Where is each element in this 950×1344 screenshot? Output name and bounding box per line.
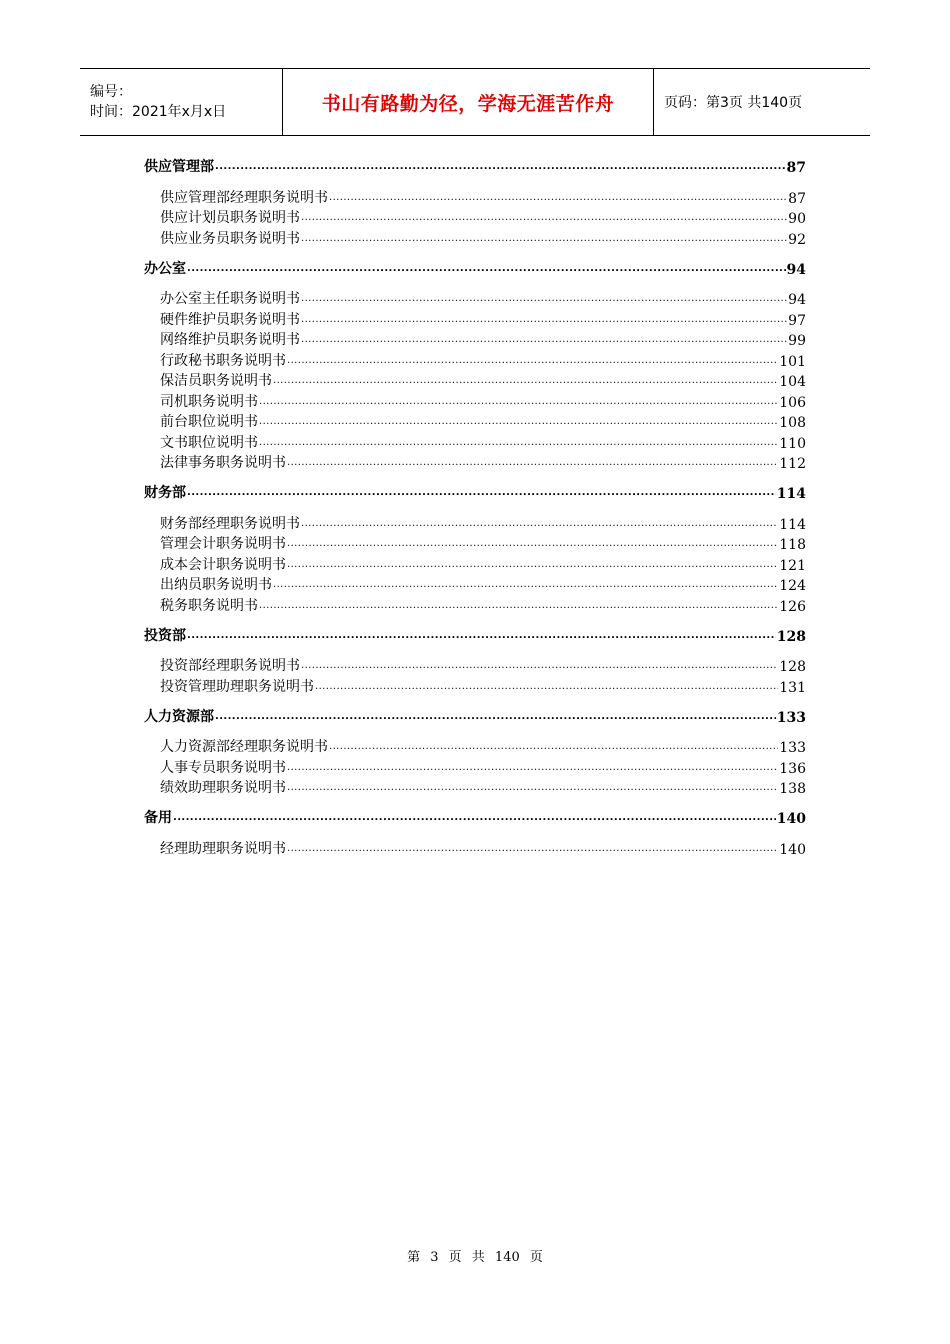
toc-item-entry[interactable] bbox=[144, 308, 806, 329]
toc-section-entry[interactable] bbox=[144, 625, 806, 645]
toc-item-title: 法律事务职务说明书 bbox=[160, 455, 286, 471]
toc-item-page: 99 bbox=[788, 333, 806, 349]
dot-leader bbox=[301, 660, 778, 672]
toc-item-title: 税务职务说明书 bbox=[160, 597, 258, 614]
toc-item-entry[interactable] bbox=[144, 227, 806, 248]
dot-leader bbox=[287, 355, 778, 367]
toc-item-title: 行政秘书职务说明书 bbox=[160, 352, 286, 369]
toc-section-entry[interactable] bbox=[144, 482, 806, 502]
toc-item-entry[interactable] bbox=[144, 452, 806, 473]
footer-page-number: 第 3 页 共 140 页 bbox=[407, 1250, 543, 1265]
header-page-info: 页码：第3页 共140页 bbox=[664, 95, 803, 111]
toc-item-page: 94 bbox=[788, 292, 806, 308]
toc-item-entry[interactable] bbox=[144, 736, 806, 757]
toc-section-entry[interactable] bbox=[144, 706, 806, 726]
toc-item-entry[interactable] bbox=[144, 675, 806, 696]
dot-leader bbox=[259, 416, 778, 428]
toc-item-title: 供应计划员职务说明书 bbox=[160, 210, 300, 226]
dot-leader bbox=[187, 630, 776, 642]
toc-item-page: 97 bbox=[788, 312, 806, 329]
toc-item-entry[interactable] bbox=[144, 390, 806, 411]
dot-leader bbox=[273, 579, 778, 591]
toc-item-entry[interactable] bbox=[144, 594, 806, 615]
toc-item-page: 106 bbox=[779, 394, 806, 411]
toc-item-page: 101 bbox=[779, 353, 806, 370]
toc-item-page: 140 bbox=[779, 841, 806, 858]
toc-item-page: 92 bbox=[788, 231, 806, 248]
dot-leader bbox=[215, 161, 786, 173]
toc-section-entry[interactable] bbox=[144, 156, 806, 176]
toc-item-entry[interactable] bbox=[144, 431, 806, 452]
toc-item-entry[interactable] bbox=[144, 512, 806, 533]
toc-item-page: 128 bbox=[779, 659, 806, 675]
toc-item-title: 绩效助理职务说明书 bbox=[160, 780, 286, 796]
toc-item-entry[interactable] bbox=[144, 533, 806, 554]
dot-leader bbox=[301, 293, 787, 305]
header-meta bbox=[80, 69, 282, 135]
toc-section-page: 133 bbox=[776, 709, 806, 726]
toc-item-page: 110 bbox=[779, 435, 806, 452]
toc-item-page: 104 bbox=[779, 374, 806, 390]
toc-item-page: 114 bbox=[779, 516, 806, 533]
toc-item-page: 112 bbox=[779, 456, 806, 472]
dot-leader bbox=[301, 314, 787, 326]
dot-leader bbox=[329, 741, 778, 753]
dot-leader bbox=[259, 396, 778, 408]
toc-item-page: 118 bbox=[779, 537, 806, 553]
dot-leader bbox=[173, 812, 776, 824]
dot-leader bbox=[287, 559, 778, 571]
toc-section-title: 人力资源部 bbox=[144, 708, 214, 725]
table-of-contents bbox=[144, 156, 806, 858]
dot-leader bbox=[301, 518, 778, 530]
toc-item-title: 文书职位说明书 bbox=[160, 434, 258, 451]
dot-leader bbox=[287, 538, 778, 550]
toc-item-page: 108 bbox=[779, 415, 806, 431]
header-motto-cell bbox=[282, 69, 654, 135]
dot-leader bbox=[187, 487, 776, 499]
toc-item-title: 硬件维护员职务说明书 bbox=[160, 311, 300, 328]
toc-section-entry[interactable] bbox=[144, 807, 806, 827]
toc-item-title: 保洁员职务说明书 bbox=[160, 373, 272, 389]
toc-item-page: 133 bbox=[779, 740, 806, 756]
document-number-label: 编号： bbox=[90, 84, 132, 100]
toc-section-title: 备用 bbox=[144, 810, 172, 826]
header-page-info-cell bbox=[654, 69, 870, 135]
toc-item-title: 投资部经理职务说明书 bbox=[160, 658, 300, 674]
toc-item-title: 财务部经理职务说明书 bbox=[160, 515, 300, 532]
toc-section-page: 94 bbox=[786, 261, 806, 278]
toc-item-entry[interactable] bbox=[144, 370, 806, 391]
toc-item-title: 出纳员职务说明书 bbox=[160, 577, 272, 593]
dot-leader bbox=[315, 681, 778, 693]
toc-section-title: 财务部 bbox=[144, 485, 186, 501]
dot-leader bbox=[287, 762, 778, 774]
toc-item-page: 138 bbox=[779, 781, 806, 797]
dot-leader bbox=[301, 334, 787, 346]
dot-leader bbox=[187, 263, 786, 275]
toc-item-entry[interactable] bbox=[144, 756, 806, 777]
dot-leader bbox=[329, 192, 787, 204]
page-header bbox=[80, 68, 870, 136]
toc-item-entry[interactable] bbox=[144, 207, 806, 228]
toc-item-title: 投资管理助理职务说明书 bbox=[160, 678, 314, 695]
toc-item-title: 办公室主任职务说明书 bbox=[160, 291, 300, 307]
page-footer bbox=[0, 1246, 950, 1265]
dot-leader bbox=[287, 457, 778, 469]
toc-item-title: 供应业务员职务说明书 bbox=[160, 230, 300, 247]
dot-leader bbox=[259, 437, 778, 449]
toc-item-title: 成本会计职务说明书 bbox=[160, 556, 286, 573]
toc-section-page: 128 bbox=[776, 628, 806, 645]
toc-item-title: 经理助理职务说明书 bbox=[160, 840, 286, 857]
toc-item-entry[interactable] bbox=[144, 655, 806, 676]
toc-item-page: 131 bbox=[779, 679, 806, 696]
toc-section-title: 办公室 bbox=[144, 260, 186, 277]
toc-item-entry[interactable] bbox=[144, 837, 806, 858]
toc-item-page: 126 bbox=[779, 598, 806, 615]
toc-item-title: 司机职务说明书 bbox=[160, 393, 258, 410]
toc-item-title: 前台职位说明书 bbox=[160, 414, 258, 430]
toc-item-page: 87 bbox=[788, 190, 806, 207]
dot-leader bbox=[259, 600, 778, 612]
toc-section-title: 供应管理部 bbox=[144, 159, 214, 175]
toc-item-entry[interactable] bbox=[144, 411, 806, 432]
dot-leader bbox=[215, 711, 776, 723]
dot-leader bbox=[273, 375, 778, 387]
dot-leader bbox=[301, 233, 787, 245]
toc-item-title: 人事专员职务说明书 bbox=[160, 759, 286, 776]
toc-item-entry[interactable] bbox=[144, 553, 806, 574]
dot-leader bbox=[287, 782, 778, 794]
toc-item-entry[interactable] bbox=[144, 329, 806, 350]
toc-item-title: 供应管理部经理职务说明书 bbox=[160, 189, 328, 206]
dot-leader bbox=[287, 843, 778, 855]
dot-leader bbox=[301, 212, 787, 224]
toc-item-page: 121 bbox=[779, 557, 806, 574]
toc-item-entry[interactable] bbox=[144, 288, 806, 309]
toc-section-page: 87 bbox=[786, 160, 806, 176]
toc-item-entry[interactable] bbox=[144, 777, 806, 798]
toc-section-page: 114 bbox=[776, 486, 806, 502]
toc-section-title: 投资部 bbox=[144, 627, 186, 644]
header-motto: 书山有路勤为径，学海无涯苦作舟 bbox=[321, 92, 615, 115]
toc-item-title: 管理会计职务说明书 bbox=[160, 536, 286, 552]
toc-item-entry[interactable] bbox=[144, 349, 806, 370]
toc-item-page: 136 bbox=[779, 760, 806, 777]
document-date: 时间：2021年x月x日 bbox=[90, 104, 227, 120]
toc-item-entry[interactable] bbox=[144, 574, 806, 595]
toc-section-entry[interactable] bbox=[144, 258, 806, 278]
toc-item-entry[interactable] bbox=[144, 186, 806, 207]
toc-item-page: 124 bbox=[779, 578, 806, 594]
toc-section-page: 140 bbox=[776, 811, 806, 827]
toc-item-title: 人力资源部经理职务说明书 bbox=[160, 739, 328, 755]
toc-item-page: 90 bbox=[788, 211, 806, 227]
toc-item-title: 网络维护员职务说明书 bbox=[160, 332, 300, 348]
